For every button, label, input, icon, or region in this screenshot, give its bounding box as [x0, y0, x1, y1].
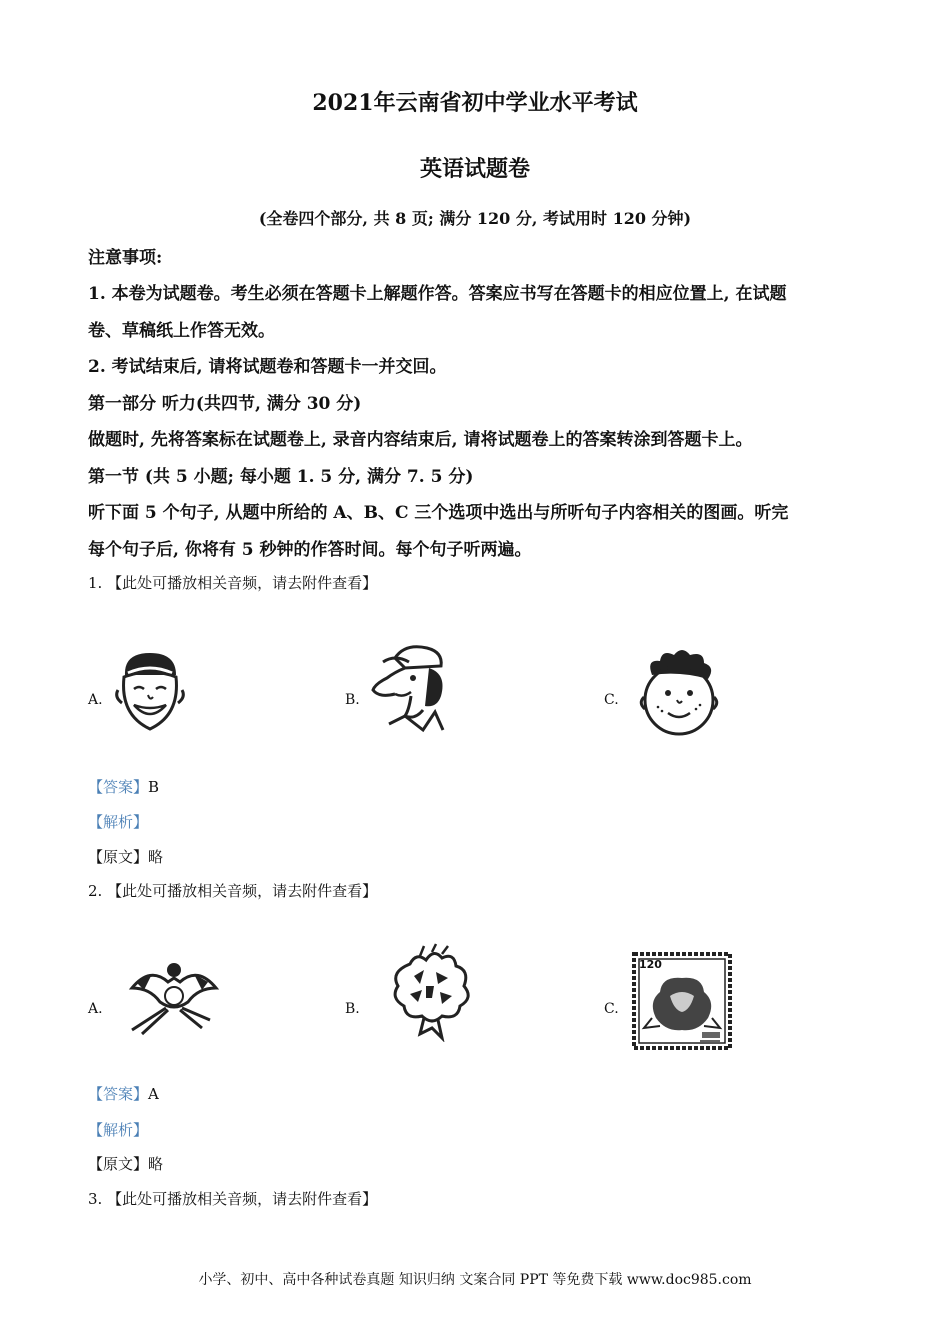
q1-option-b-label: B.: [345, 692, 360, 708]
smiling-boy-face-icon: [110, 645, 190, 735]
original-value: 略: [148, 848, 164, 866]
original-label: 【原文】: [88, 1155, 149, 1173]
notes-item-2: 2. 考试结束后, 请将试题卷和答题卡一并交回。: [88, 357, 447, 377]
section1-heading: 第一节 (共 5 小题; 每小题 1. 5 分, 满分 7. 5 分): [88, 467, 474, 487]
notes-heading: 注意事项:: [88, 248, 163, 268]
exam-subtitle: 英语试题卷: [419, 156, 530, 182]
paper-cut-flower-icon: [380, 942, 480, 1042]
notes-item-1: 1. 本卷为试题卷。考生必须在答题卡上解题作答。答案应书写在答题卡的相应位置上, 在试题: [88, 284, 787, 304]
exam-title: 2021年云南省初中学业水平考试: [312, 90, 638, 116]
q2-option-a-label: A.: [88, 1001, 103, 1017]
question-2-prompt[interactable]: 2. 【此处可播放相关音频，请去附件查看】: [88, 882, 378, 900]
question-3-prompt[interactable]: 3. 【此处可播放相关音频，请去附件查看】: [88, 1190, 378, 1208]
answer-label: 【答案】: [88, 778, 149, 796]
notes-item-1-cont: 卷、草稿纸上作答无效。: [88, 321, 275, 341]
part1-heading: 第一部分 听力(共四节, 满分 30 分): [88, 394, 362, 414]
q1-analysis-label: 【解析】: [88, 813, 149, 831]
q2-option-c-label: C.: [604, 1001, 619, 1017]
section1-instruction-cont: 每个句子后, 你将有 5 秒钟的作答时间。每个句子听两遍。: [88, 540, 532, 560]
q1-original: [88, 846, 163, 867]
q1-answer: [88, 776, 159, 797]
q1-option-c-label: C.: [604, 692, 619, 708]
answer-value: A: [148, 1085, 159, 1103]
original-label: 【原文】: [88, 848, 149, 866]
page-footer: 小学、初中、高中各种试卷真题 知识归纳 文案合同 PPT 等免费下载 www.doc985.com: [198, 1272, 752, 1288]
q1-option-a-label: A.: [88, 692, 103, 708]
man-with-cap-icon: [365, 638, 460, 738]
stamp-value: 120: [639, 958, 662, 971]
swallow-kite-icon: [122, 958, 222, 1038]
q2-option-b-label: B.: [345, 1001, 360, 1017]
q2-original: [88, 1153, 163, 1174]
q2-answer: [88, 1083, 159, 1104]
q2-analysis-label: 【解析】: [88, 1121, 149, 1139]
section1-instruction: 听下面 5 个句子, 从题中所给的 A、B、C 三个选项中选出与所听句子内容相关的图画。听完: [88, 503, 789, 523]
part1-instruction: 做题时, 先将答案标在试题卷上, 录音内容结束后, 请将试题卷上的答案转涂到答题卡上。: [88, 430, 753, 450]
answer-value: B: [148, 778, 160, 796]
question-1-prompt[interactable]: 1. 【此处可播放相关音频，请去附件查看】: [88, 574, 378, 592]
answer-label: 【答案】: [88, 1085, 149, 1103]
curly-haired-child-face-icon: [632, 645, 727, 740]
original-value: 略: [148, 1155, 164, 1173]
exam-info: (全卷四个部分, 共 8 页; 满分 120 分, 考试用时 120 分钟): [258, 209, 692, 228]
